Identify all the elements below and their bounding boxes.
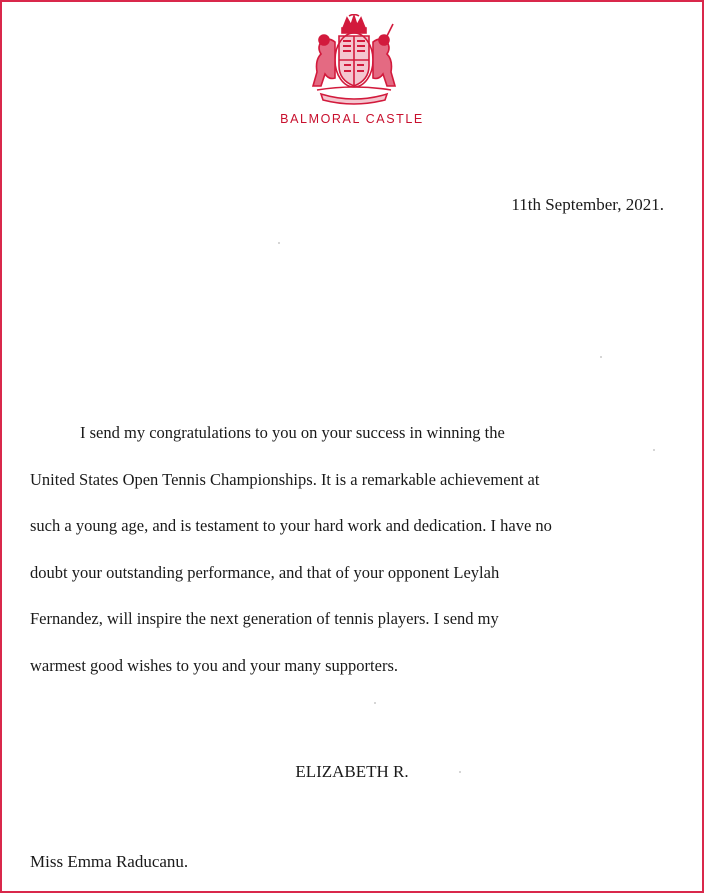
body-line: I send my congratulations to you on your success in winning the <box>80 423 505 442</box>
body-line: United States Open Tennis Championships. It is a remarkable achievement at <box>30 469 540 489</box>
paper-speck <box>459 771 461 773</box>
signature: ELIZABETH R. <box>295 762 409 781</box>
royal-coat-of-arms-icon <box>307 14 401 106</box>
recipient-name: Miss Emma Raducanu. <box>30 852 189 871</box>
paper-speck <box>600 356 602 358</box>
body-line: warmest good wishes to you and your many supporters. <box>30 655 398 675</box>
paper-speck <box>653 449 655 451</box>
paper-speck <box>374 702 376 704</box>
paper-speck <box>278 242 280 244</box>
body-line: doubt your outstanding performance, and that of your opponent Leylah <box>30 562 500 582</box>
body-line: Fernandez, will inspire the next generation of tennis players. I send my <box>30 609 499 628</box>
letterhead-address: BALMORAL CASTLE <box>280 112 424 126</box>
body-line: such a young age, and is testament to your hard work and dedication. I have no <box>30 516 552 535</box>
letter-body <box>30 422 680 701</box>
letter-date: 11th September, 2021. <box>511 195 664 214</box>
